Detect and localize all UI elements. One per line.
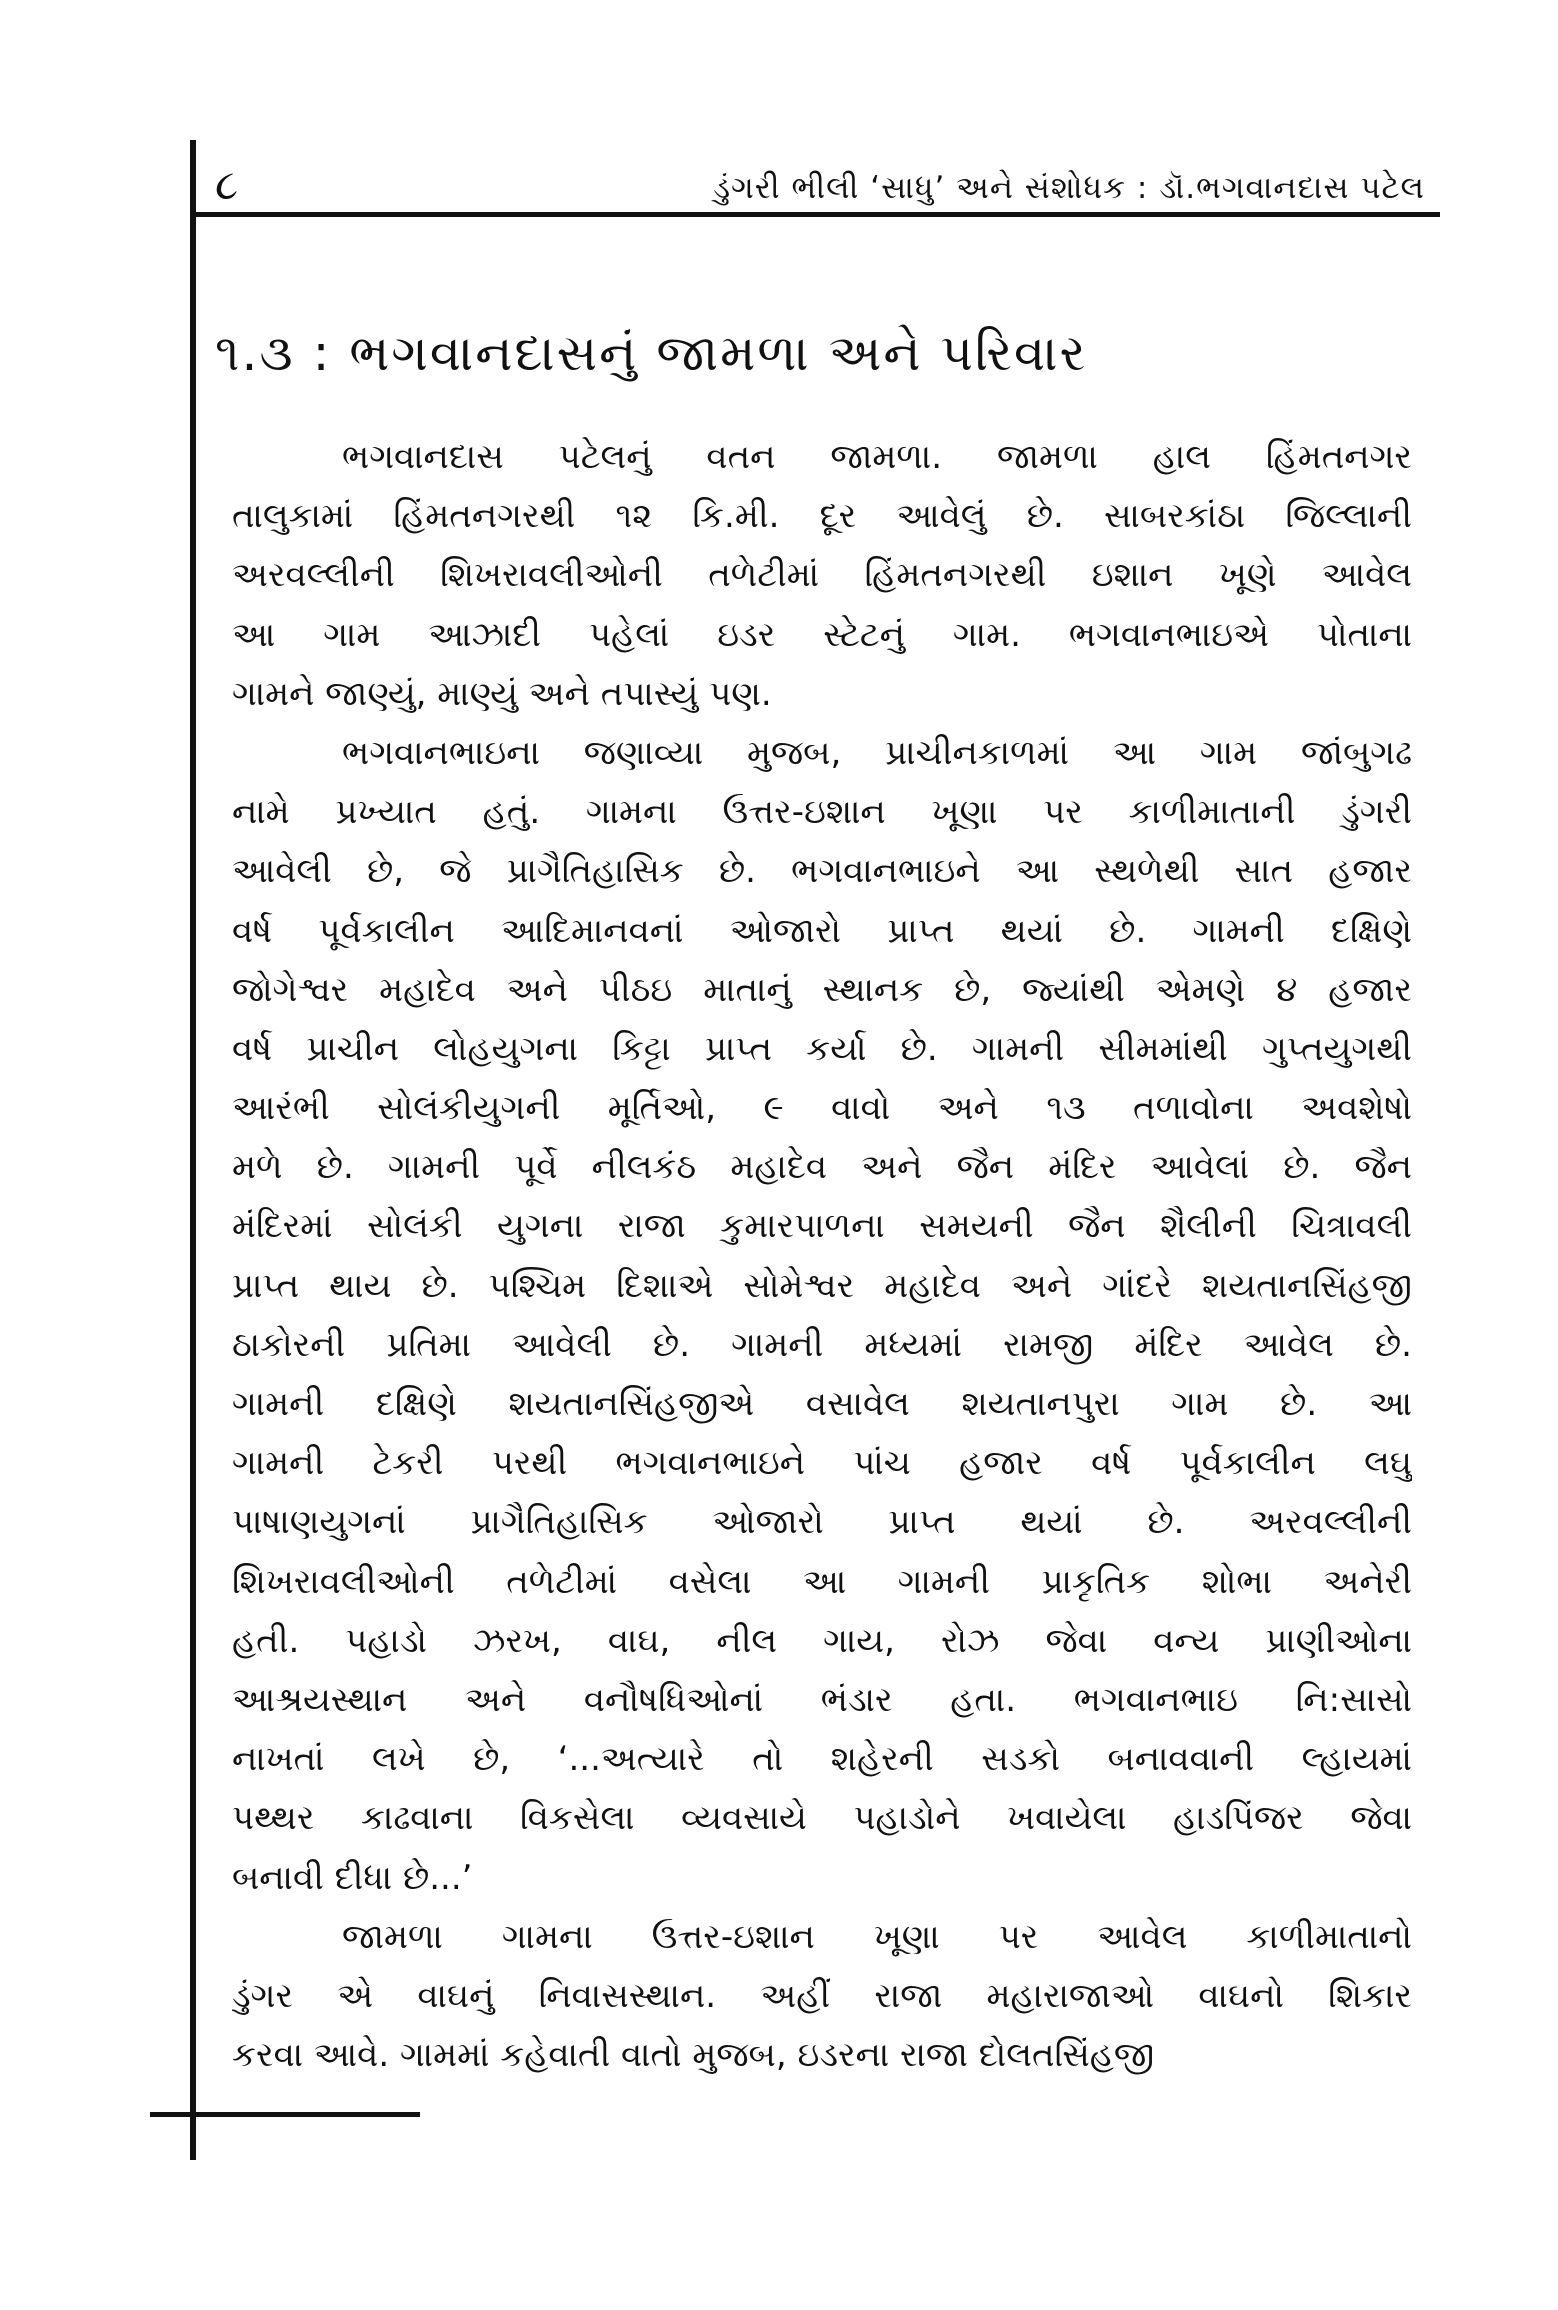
text-line: અરવલ્લીની શિખરાવલીઓની તળેટીમાં હિંમતનગરથી ઇશાન ખૂણે આવેલ xyxy=(232,555,1412,596)
text-line: જોગેશ્વર મહાદેવ અને પીઠઇ માતાનું સ્થાનક છે, જ્યાંથી એમણે ૪ હજાર xyxy=(232,969,1412,1010)
text-line: ડુંગર એ વાઘનું નિવાસસ્થાન. અહીં રાજા મહારાજાઓ વાઘનો શિકાર xyxy=(232,1975,1412,2016)
text-line: ગામની ટેકરી પરથી ભગવાનભાઇને પાંચ હજાર વર્ષ પૂર્વકાલીન લઘુ xyxy=(232,1443,1412,1484)
text-line: મળે છે. ગામની પૂર્વે નીલકંઠ મહાદેવ અને જૈન મંદિર આવેલાં છે. જૈન xyxy=(232,1147,1412,1188)
text-line: પ્રાપ્ત થાય છે. પશ્ચિમ દિશાએ સોમેશ્વર મહાદેવ અને ગાંદરે શયતાનસિંહજી xyxy=(232,1265,1412,1306)
text-line: આરંભી સોલંકીયુગની મૂર્તિઓ, ૯ વાવો અને ૧૩ તળાવોના અવશેષો xyxy=(232,1088,1412,1129)
header-rule xyxy=(190,212,1440,217)
text-line: જામળા ગામના ઉત્તર-ઇશાન ખૂણા પર આવેલ કાળીમાતાનો xyxy=(342,1916,1412,1957)
text-line: શિખરાવલીઓની તળેટીમાં વસેલા આ ગામની પ્રાકૃતિક શોભા અનેરી xyxy=(232,1561,1412,1602)
text-line: હતી. પહાડો ઝરખ, વાઘ, નીલ ગાય, રોઝ જેવા વન્ય પ્રાણીઓના xyxy=(232,1620,1412,1661)
paragraph xyxy=(232,1908,1412,2086)
text-line: પથ્થર કાઢવાના વિકસેલા વ્યવસાયે પહાડોને ખવાયેલા હાડપિંજર જેવા xyxy=(232,1798,1412,1839)
text-line: ભગવાનદાસ પટેલનું વતન જામળા. જામળા હાલ હિંમતનગર xyxy=(342,437,1412,477)
text-line: વર્ષ પૂર્વકાલીન આદિમાનવનાં ઓજારો પ્રાપ્ત થયાં છે. ગામની દક્ષિણે xyxy=(232,910,1412,951)
text-line: મંદિરમાં સોલંકી યુગના રાજા કુમારપાળના સમયની જૈન શૈલીની ચિત્રાવલી xyxy=(232,1206,1412,1247)
text-line: ભગવાનભાઇના જણાવ્યા મુજબ, પ્રાચીનકાળમાં આ ગામ જાંબુગઢ xyxy=(342,732,1412,773)
running-header: ડુંગરી ભીલી ‘સાધુ’ અને સંશોધક : ડૉ.ભગવાનદાસ પટેલ xyxy=(713,170,1425,206)
text-line: નામે પ્રખ્યાત હતું. ગામના ઉત્તર-ઇશાન ખૂણા પર કાળીમાતાની ડુંગરી xyxy=(232,792,1412,833)
left-margin-rule xyxy=(190,140,196,2160)
paragraph xyxy=(232,724,1412,1908)
text-line: ઠાકોરની પ્રતિમા આવેલી છે. ગામની મધ્યમાં રામજી મંદિર આવેલ છે. xyxy=(232,1324,1412,1365)
text-line: કરવા આવે. ગામમાં કહેવાતી વાતો મુજબ, ઇડરના રાજા દોલતસિંહજી xyxy=(232,2035,1155,2076)
text-line: નાખતાં લખે છે, ‘...અત્યારે તો શહેરની સડકો બનાવવાની લ્હાયમાં xyxy=(232,1739,1412,1780)
text-line: ગામને જાણ્યું, માણ્યું અને તપાસ્યું પણ. xyxy=(232,673,772,714)
text-line: તાલુકામાં હિંમતનગરથી ૧૨ કિ.મી. દૂર આવેલું છે. સાબરકાંઠા જિલ્લાની xyxy=(232,496,1412,537)
text-line: ગામની દક્ષિણે શયતાનસિંહજીએ વસાવેલ શયતાનપુરા ગામ છે. આ xyxy=(232,1384,1412,1424)
text-line: આશ્રયસ્થાન અને વનૌષધિઓનાં ભંડાર હતા. ભગવાનભાઇ નિ:સાસો xyxy=(232,1679,1412,1720)
paragraph xyxy=(232,428,1412,724)
text-line: બનાવી દીધા છે...’ xyxy=(232,1857,473,1898)
text-line: આવેલી છે, જે પ્રાગૈતિહાસિક છે. ભગવાનભાઇને આ સ્થળેથી સાત હજાર xyxy=(232,851,1412,892)
page-number: ૮ xyxy=(215,160,239,209)
text-line: વર્ષ પ્રાચીન લોહયુગના કિટ્ટા પ્રાપ્ત કર્યા છે. ગામની સીમમાંથી ગુપ્તયુગથી xyxy=(232,1028,1412,1069)
text-line: આ ગામ આઝાદી પહેલાં ઇડર સ્ટેટનું ગામ. ભગવાનભાઇએ પોતાના xyxy=(232,614,1412,655)
text-line: પાષાણયુગનાં પ્રાગૈતિહાસિક ઓજારો પ્રાપ્ત થયાં છે. અરવલ્લીની xyxy=(232,1502,1412,1543)
footer-rule xyxy=(150,2112,420,2117)
section-heading: ૧.૩ : ભગવાનદાસનું જામળા અને પરિવાર xyxy=(215,324,1088,382)
body-text xyxy=(232,428,1412,2085)
